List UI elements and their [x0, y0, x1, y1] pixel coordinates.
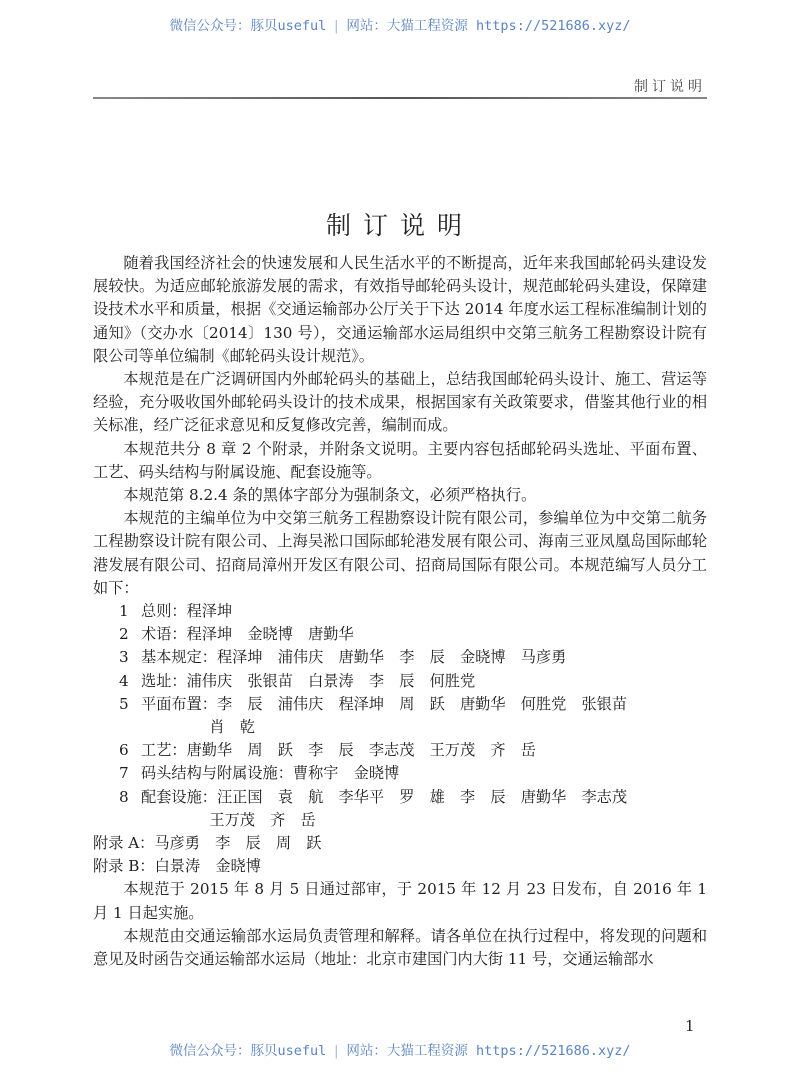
author-names: 曹称宇 金晓博 — [292, 764, 400, 783]
chapter-number: 3 — [119, 648, 129, 667]
document-body — [93, 252, 707, 971]
author-names: 程泽坤 — [186, 602, 233, 621]
paragraph-dates: 本规范于 2015 年 8 月 5 日通过部审，于 2015 年 12 月 23 日发布，自 2016 年 1 月 1 日起实施。 — [93, 880, 707, 922]
chapter-number: 5 — [119, 694, 129, 713]
author-names: 李 辰 浦伟庆 程泽坤 周 跃 唐勤华 何胜党 张银苗 — [216, 694, 627, 713]
author-item — [93, 600, 707, 623]
appendix-label: 附录 B： — [93, 857, 155, 876]
page-number: 1 — [685, 1017, 695, 1035]
author-names: 浦伟庆 张银苗 白景涛 李 辰 何胜党 — [186, 671, 476, 690]
chapter-role: 平面布置： — [141, 694, 217, 713]
chapter-role: 选址： — [141, 671, 187, 690]
watermark-website: 网站：大猫工程资源 https://521686.xyz/ — [346, 1043, 631, 1059]
author-names: 唐勤华 周 跃 李 辰 李志茂 王万茂 齐 岳 — [186, 741, 536, 760]
paragraph-mandatory: 本规范第 8.2.4 条的黑体字部分为强制条文，必须严格执行。 — [123, 486, 537, 505]
appendix-label: 附录 A： — [93, 834, 155, 853]
watermark-separator: | — [332, 1043, 341, 1059]
chapter-number: 2 — [119, 625, 129, 644]
watermark-wechat: 微信公众号：豚贝useful — [169, 18, 327, 34]
appendix-names: 马彦勇 李 辰 周 跃 — [154, 834, 322, 853]
chapter-number: 4 — [119, 671, 129, 690]
watermark-separator: | — [332, 18, 341, 34]
paragraph-structure: 本规范共分 8 章 2 个附录，并附条文说明。主要内容包括邮轮码头选址、平面布置、工艺、码头结构与附属设施、配套设施等。 — [93, 439, 707, 481]
page-title: 制订说明 — [325, 211, 474, 240]
chapter-number: 6 — [119, 741, 129, 760]
paragraph-editors: 本规范的主编单位为中交第三航务工程勘察设计院有限公司，参编单位为中交第二航务工程勘察设计院有限公司、上海吴淞口国际邮轮港发展有限公司、海南三亚凤凰岛国际邮轮港发展有限公司、招商局漳州开发区有限公司、招商局国际有限公司。本规范编写人员分工如下： — [93, 509, 707, 597]
author-names-continued: 王万茂 齐 岳 — [209, 810, 316, 829]
author-names: 程泽坤 金晓博 唐勤华 — [186, 625, 354, 644]
watermark-wechat: 微信公众号：豚贝useful — [169, 1043, 327, 1059]
appendix-item — [93, 832, 707, 855]
chapter-number: 1 — [119, 602, 129, 621]
watermark-top — [0, 14, 800, 34]
watermark-website: 网站：大猫工程资源 https://521686.xyz/ — [346, 18, 631, 34]
author-item — [93, 693, 707, 739]
watermark-bottom — [0, 1039, 800, 1059]
author-item — [93, 739, 707, 762]
chapter-role: 基本规定： — [141, 648, 217, 667]
chapter-role: 配套设施： — [141, 787, 217, 806]
author-names-continued: 肖 乾 — [209, 718, 255, 737]
paragraph-background: 随着我国经济社会的快速发展和人民生活水平的不断提高，近年来我国邮轮码头建设发展较快。为适应邮轮旅游发展的需求，有效指导邮轮码头设计，规范邮轮码头建设，保障建设技术水平和质量，根据《交通运输部办公厅关于下达 2014 年度水运工程标准编制计划的通知》（交办水〔2014〕130 号），交通运输部水运局组织中交第三航务工程勘察设计院有限公司等单位编制《邮轮码头设计规范》。 — [93, 254, 707, 365]
author-names: 汪正国 袁 航 李华平 罗 雄 李 辰 唐勤华 李志茂 — [216, 787, 627, 806]
author-item — [93, 646, 707, 669]
author-item — [93, 786, 707, 832]
appendix-item — [93, 855, 707, 878]
author-list — [93, 600, 707, 832]
running-head: 制订说明 — [634, 79, 706, 95]
appendix-list — [93, 832, 707, 878]
paragraph-feedback: 本规范由交通运输部水运局负责管理和解释。请各单位在执行过程中，将发现的问题和意见及时函告交通运输部水运局（地址：北京市建国门内大街 11 号，交通运输部水 — [93, 926, 707, 969]
chapter-number: 7 — [119, 764, 129, 783]
author-names: 程泽坤 浦伟庆 唐勤华 李 辰 金晓博 马彦勇 — [216, 648, 567, 667]
author-item — [93, 623, 707, 646]
appendix-names: 白景涛 金晓博 — [154, 857, 261, 876]
author-item — [93, 670, 707, 693]
chapter-role: 码头结构与附属设施： — [141, 764, 293, 783]
header-rule — [93, 97, 707, 99]
chapter-role: 术语： — [141, 625, 187, 644]
chapter-role: 总则： — [141, 602, 187, 621]
paragraph-basis: 本规范是在广泛调研国内外邮轮码头的基础上，总结我国邮轮码头设计、施工、营运等经验，充分吸收国外邮轮码头设计的技术成果，根据国家有关政策要求，借鉴其他行业的相关标准，经广泛征求意见和反复修改完善，编制而成。 — [93, 370, 707, 435]
chapter-role: 工艺： — [141, 741, 187, 760]
chapter-number: 8 — [119, 787, 129, 806]
author-item — [93, 762, 707, 785]
